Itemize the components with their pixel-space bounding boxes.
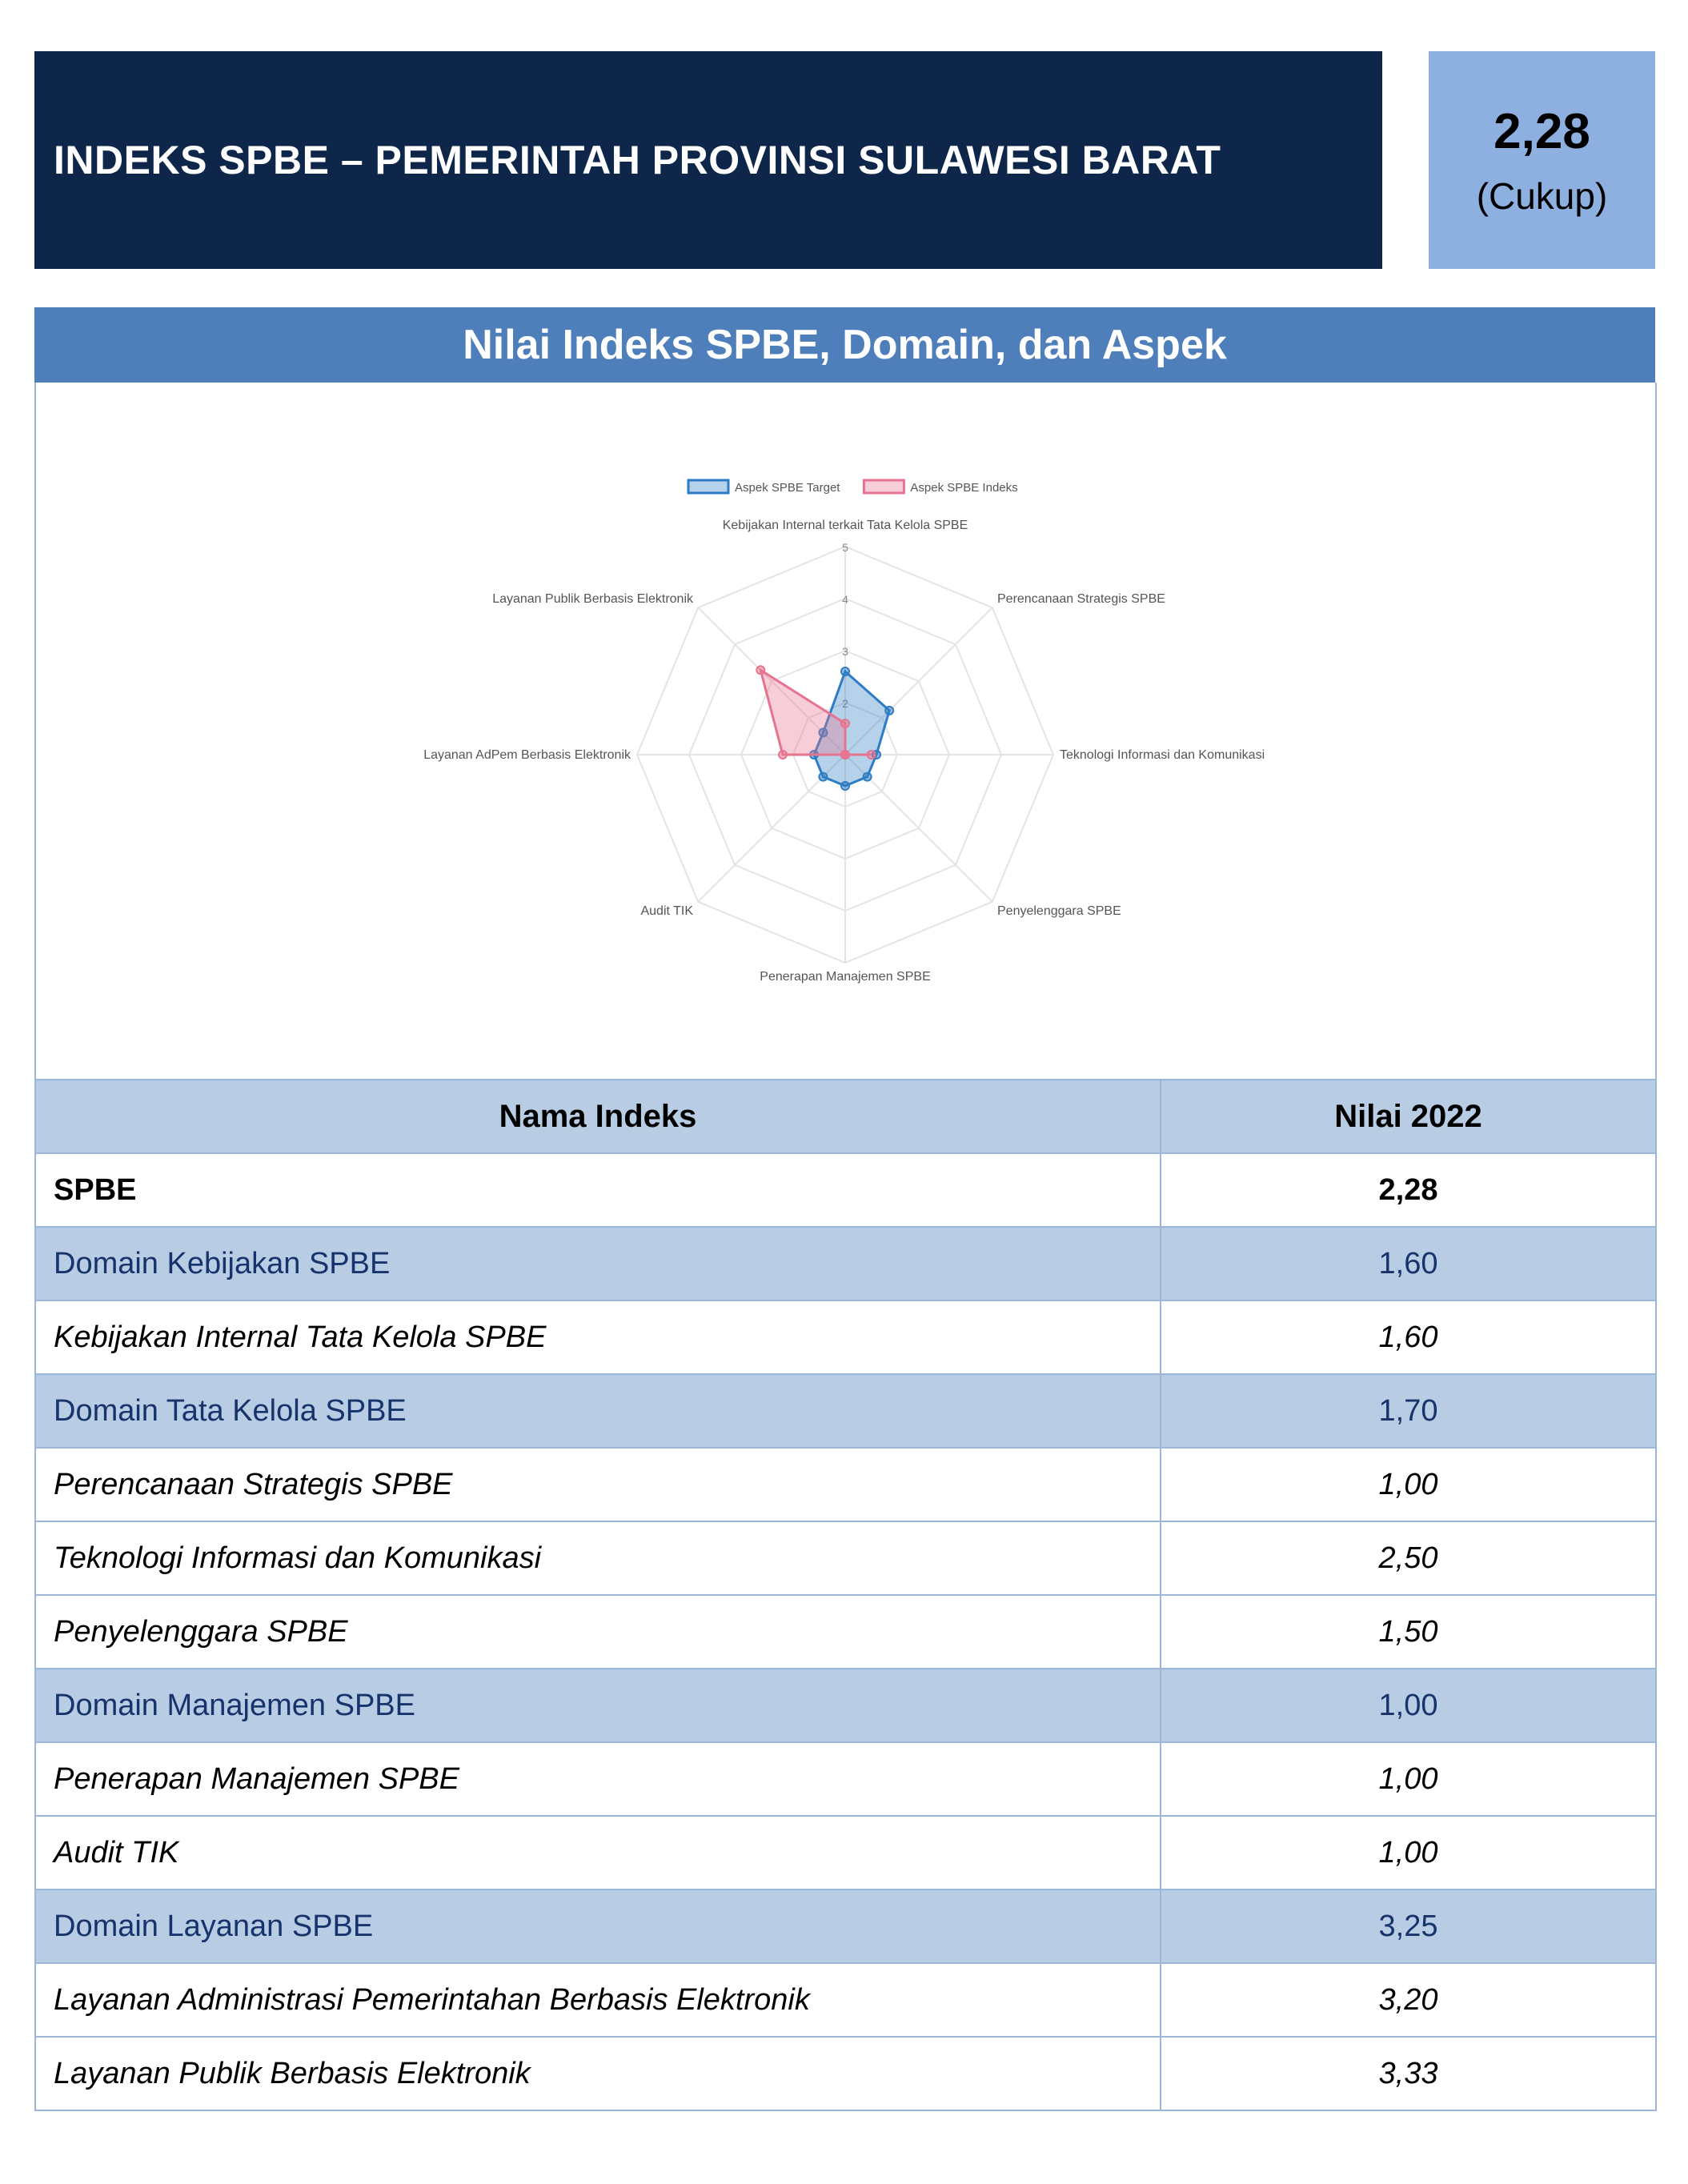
- row-value: 1,00: [1161, 1669, 1656, 1742]
- legend-label: Aspek SPBE Target: [735, 481, 840, 495]
- series-point: [779, 751, 787, 759]
- row-name: Perencanaan Strategis SPBE: [35, 1448, 1161, 1521]
- series-point: [756, 666, 764, 674]
- row-name: Penerapan Manajemen SPBE: [35, 1742, 1161, 1816]
- row-value: 1,00: [1161, 1448, 1656, 1521]
- row-value: 3,25: [1161, 1889, 1656, 1963]
- series-point: [885, 707, 893, 715]
- series-point: [841, 782, 849, 790]
- series-point: [868, 751, 876, 759]
- table-row: [35, 1300, 1656, 1374]
- table-row: [35, 1595, 1656, 1669]
- row-name: Domain Manajemen SPBE: [35, 1669, 1161, 1742]
- series-point: [841, 719, 849, 727]
- row-name: Audit TIK: [35, 1816, 1161, 1889]
- section-title: Nilai Indeks SPBE, Domain, dan Aspek: [463, 322, 1227, 368]
- axis-label: Penyelenggara SPBE: [997, 904, 1121, 918]
- row-value: 1,60: [1161, 1227, 1656, 1300]
- row-value: 2,28: [1161, 1153, 1656, 1227]
- header-value: Nilai 2022: [1161, 1080, 1656, 1153]
- axis-label: Layanan Publik Berbasis Elektronik: [492, 592, 693, 606]
- table-row: [35, 1227, 1656, 1300]
- row-value: 3,33: [1161, 2037, 1656, 2110]
- series-point: [841, 751, 849, 759]
- tick-label: 3: [842, 645, 848, 658]
- axis-label: Audit TIK: [640, 904, 693, 918]
- tick-label: 4: [842, 593, 848, 606]
- row-value: 1,70: [1161, 1374, 1656, 1448]
- row-name: Teknologi Informasi dan Komunikasi: [35, 1521, 1161, 1595]
- section-header: [34, 307, 1655, 383]
- radar-chart: [36, 383, 1655, 1079]
- table-row: [35, 2037, 1656, 2110]
- table-header-row: [35, 1080, 1656, 1153]
- score-value: 2,28: [1494, 103, 1590, 159]
- axis-label: Layanan AdPem Berbasis Elektronik: [423, 748, 631, 762]
- row-name: Kebijakan Internal Tata Kelola SPBE: [35, 1300, 1161, 1374]
- row-value: 1,00: [1161, 1742, 1656, 1816]
- series-point: [819, 773, 827, 781]
- table-row: [35, 1963, 1656, 2037]
- row-name: Layanan Administrasi Pemerintahan Berbasis Elektronik: [35, 1963, 1161, 2037]
- row-value: 3,20: [1161, 1963, 1656, 2037]
- legend-swatch: [864, 480, 904, 493]
- tick-label: 5: [842, 541, 848, 554]
- index-table: [34, 1079, 1657, 2111]
- table-row: [35, 1521, 1656, 1595]
- score-category: (Cukup): [1476, 174, 1608, 217]
- row-name: Domain Tata Kelola SPBE: [35, 1374, 1161, 1448]
- table-row: [35, 1889, 1656, 1963]
- row-name: Layanan Publik Berbasis Elektronik: [35, 2037, 1161, 2110]
- series-point: [864, 773, 872, 781]
- series-point: [841, 667, 849, 675]
- row-value: 2,50: [1161, 1521, 1656, 1595]
- row-value: 1,50: [1161, 1595, 1656, 1669]
- header-name: Nama Indeks: [35, 1080, 1161, 1153]
- score-box: [1429, 51, 1655, 269]
- table-row: [35, 1153, 1656, 1227]
- axis-label: Perencanaan Strategis SPBE: [997, 592, 1165, 606]
- tick-label: 2: [842, 697, 848, 710]
- row-name: Domain Kebijakan SPBE: [35, 1227, 1161, 1300]
- axis-label: Penerapan Manajemen SPBE: [760, 970, 931, 984]
- row-value: 1,60: [1161, 1300, 1656, 1374]
- row-name: Penyelenggara SPBE: [35, 1595, 1161, 1669]
- axis-label: Kebijakan Internal terkait Tata Kelola SPBE: [722, 519, 968, 532]
- legend-swatch: [688, 480, 728, 493]
- row-name: SPBE: [35, 1153, 1161, 1227]
- header-title-box: [34, 51, 1382, 269]
- table-row: [35, 1742, 1656, 1816]
- table-row: [35, 1374, 1656, 1448]
- table-row: [35, 1669, 1656, 1742]
- legend-label: Aspek SPBE Indeks: [910, 481, 1018, 495]
- table-row: [35, 1448, 1656, 1521]
- radar-chart-container: [34, 383, 1657, 1080]
- page-title: INDEKS SPBE – PEMERINTAH PROVINSI SULAWESI BARAT: [54, 138, 1221, 182]
- row-name: Domain Layanan SPBE: [35, 1889, 1161, 1963]
- axis-label: Teknologi Informasi dan Komunikasi: [1060, 748, 1265, 762]
- table-row: [35, 1816, 1656, 1889]
- row-value: 1,00: [1161, 1816, 1656, 1889]
